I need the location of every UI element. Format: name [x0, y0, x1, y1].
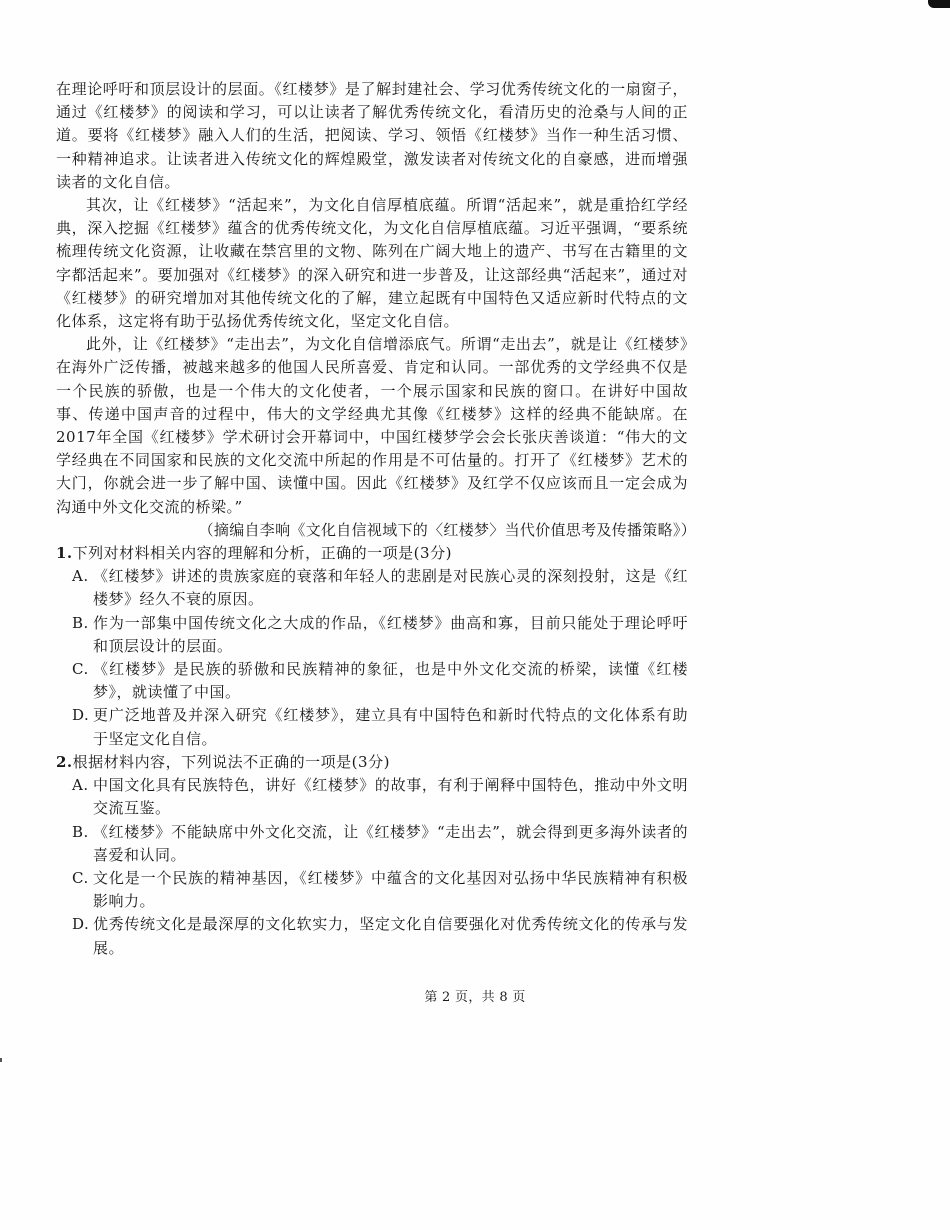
question-1: [56, 542, 688, 751]
option-text: 中国文化具有民族特色，讲好《红楼梦》的故事，有利于阐释中国特色，推动中外文明交流互鉴。: [93, 776, 688, 818]
question-number: 1.: [56, 544, 73, 563]
page-number-footer: 第 2 页，共 8 页: [424, 990, 526, 1005]
question-number: 2.: [56, 752, 73, 771]
paragraph-third-point: 此外，让《红楼梦》“走出去”，为文化自信增添底气。所谓“走出去”，就是让《红楼梦》在海外广泛传播，被越来越多的他国人民所喜爱、肯定和认同。一部优秀的文学经典不仅是一个民族的骄傲，也是一个伟大的文化使者，一个展示国家和民族的窗口。在讲好中国故事、传递中国声音的过程中，伟大的文学经典尤其像《红楼梦》这样的经典不能缺席。在2017年全国《红楼梦》学术研讨会开幕词中，中国红楼梦学会会长张庆善谈道：“伟大的文学经典在不同国家和民族的文化交流中所起的作用是不可估量的。打开了《红楼梦》艺术的大门，你就会进一步了解中国、读懂中国。因此《红楼梦》及红学不仅应该而且一定会成为沟通中外文化交流的桥梁。”: [56, 335, 688, 516]
paragraph-second-point: 其次，让《红楼梦》“活起来”，为文化自信厚植底蕴。所谓“活起来”，就是重拾红学经典，深入挖掘《红楼梦》蕴含的优秀传统文化，为文化自信厚植底蕴。习近平强调，“要系统梳理传统文化资源，让收藏在禁宫里的文物、陈列在广阔大地上的遗产、书写在古籍里的文字都活起来”。要加强对《红楼梦》的深入研究和进一步普及，让这部经典“活起来”，通过对《红楼梦》的研究增加对其他传统文化的了解，建立起既有中国特色又适应新时代特点的文化体系，这定将有助于弘扬优秀传统文化，坚定文化自信。: [56, 196, 688, 331]
option-d: [56, 913, 688, 959]
option-b: [56, 821, 688, 867]
scan-speck: [0, 1058, 2, 1062]
option-key: C.: [72, 660, 89, 679]
option-key: B.: [72, 822, 89, 841]
option-text: 优秀传统文化是最深厚的文化软实力，坚定文化自信要强化对优秀传统文化的传承与发展。: [93, 915, 688, 957]
option-text: 文化是一个民族的精神基因，《红楼梦》中蕴含的文化基因对弘扬中华民族精神有积极影响力。: [93, 868, 688, 911]
option-key: D.: [72, 706, 90, 725]
option-text: 《红楼梦》不能缺席中外文化交流，让《红楼梦》“走出去”，就会得到更多海外读者的喜爱和认同。: [93, 822, 688, 864]
question-text: 根据材料内容，下列说法不正确的一项是(3分): [72, 752, 390, 771]
question-stem: [56, 751, 688, 774]
corner-scan-mark: [928, 0, 950, 8]
option-c: [56, 867, 688, 913]
option-key: B.: [72, 613, 89, 632]
option-c: [56, 658, 688, 704]
question-text: 下列对材料相关内容的理解和分析，正确的一项是(3分): [72, 544, 452, 563]
page-body: [56, 78, 696, 960]
option-key: D.: [72, 915, 90, 934]
option-text: 作为一部集中国传统文化之大成的作品，《红楼梦》曲高和寡，目前只能处于理论呼吁和顶层设计的层面。: [93, 613, 688, 655]
question-2: [56, 751, 688, 960]
option-text: 《红楼梦》讲述的贵族家庭的衰落和年轻人的悲剧是对民族心灵的深刻投射，这是《红楼梦》经久不衰的原因。: [93, 567, 688, 609]
option-key: C.: [72, 868, 89, 887]
option-key: A.: [72, 567, 89, 586]
option-d: [56, 704, 688, 750]
option-text: 《红楼梦》是民族的骄傲和民族精神的象征，也是中外文化交流的桥梁，读懂《红楼梦》，就读懂了中国。: [93, 660, 688, 702]
option-a: [56, 565, 688, 611]
option-text: 更广泛地普及并深入研究《红楼梦》，建立具有中国特色和新时代特点的文化体系有助于坚定文化自信。: [93, 706, 688, 748]
question-stem: [56, 542, 688, 565]
paragraph-continued: 在理论呼吁和顶层设计的层面。《红楼梦》是了解封建社会、学习优秀传统文化的一扇窗子，通过《红楼梦》的阅读和学习，可以让读者了解优秀传统文化，看清历史的沧桑与人间的正道。要将《红楼梦》融入人们的生活，把阅读、学习、领悟《红楼梦》当作一种生活习惯、一种精神追求。让读者进入传统文化的辉煌殿堂，激发读者对传统文化的自豪感，进而增强读者的文化自信。: [56, 80, 688, 191]
source-citation: （摘编自李响《文化自信视域下的〈红楼梦〉当代价值思考及传播策略》）: [198, 520, 696, 539]
option-key: A.: [72, 776, 89, 795]
option-b: [56, 612, 688, 658]
option-a: [56, 774, 688, 820]
